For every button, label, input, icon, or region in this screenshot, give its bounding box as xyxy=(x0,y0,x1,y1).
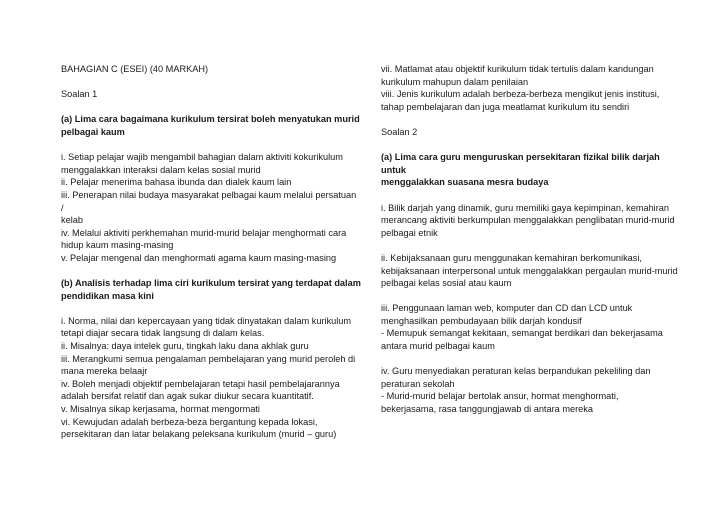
answer-point: iv. Boleh menjadi objektif pembelajaran tetapi hasil pembelajarannya adalah bersifat relatif dan agak sukar diukur secara kuantitatif. xyxy=(61,378,340,402)
answer-point: iii. Penerapan nilai budaya masyarakat pelbagai kaum melalui persatuan / kelab xyxy=(61,189,357,226)
answer-point: ii. Kebijaksanaan guru menggunakan kemahiran berkomunikasi, kebijaksanaan interpersonal untuk menggalakkan pergaulan murid-murid pelbagai kelas sosial atau kaum xyxy=(381,252,678,289)
section-title: BAHAGIAN C (ESEI) (40 MARKAH) xyxy=(61,64,209,74)
answer-point: iv. Guru menyediakan peraturan kelas berpandukan pekeliling dan peraturan sekolah - Murid-murid belajar bertolak ansur, hormat menghormati, bekerjasama, rasa tanggungjawab di antara mereka xyxy=(381,366,651,415)
answer-point: ii. Misalnya: daya intelek guru, tingkah laku dana akhlak guru xyxy=(61,341,309,352)
question-1-heading: Soalan 1 xyxy=(61,89,98,100)
question-1b-answers xyxy=(61,315,361,441)
question-1b-heading: (b) Analisis terhadap lima ciri kurikulum tersirat yang terdapat dalam pendidikan masa kini xyxy=(61,278,361,301)
answer-point: i. Norma, nilai dan kepercayaan yang tidak dinyatakan dalam kurikulum tetapi diajar secara tidak langsung di dalam kelas. xyxy=(61,315,352,339)
answer-point: v. Pelajar mengenal dan menghormati agama kaum masing-masing xyxy=(61,252,337,263)
question-2a-answers xyxy=(381,202,681,416)
answer-point: viii. Jenis kurikulum adalah berbeza-berbeza mengikut jenis institusi, tahap pembelajaran dan juga meatlamat kurikulum itu sendiri xyxy=(381,89,660,112)
answer-point: i. Setiap pelajar wajib mengambil bahagian dalam aktiviti kokurikulum menggalakkan interaksi dalam kelas sosial murid xyxy=(61,152,343,175)
question-1b-continued xyxy=(381,63,681,113)
question-1a-heading: (a) Lima cara bagaimana kurikulum tersirat boleh menyatukan murid pelbagai kaum xyxy=(61,114,360,137)
answer-point: vii. Matlamat atau objektif kurikulum tidak tertulis dalam kandungan kurikulum mahupun dalam penilaian xyxy=(381,64,654,87)
left-column xyxy=(61,63,361,441)
answer-point: ii. Pelajar menerima bahasa ibunda dan dialek kaum lain xyxy=(61,177,292,188)
answer-point: iii. Merangkumi semua pengalaman pembelajaran yang murid peroleh di mana mereka belaajr xyxy=(61,353,356,377)
answer-point: vi. Kewujudan adalah berbeza-beza bergantung kepada lokasi, persekitaran dan latar belakang peleksana kurikulum (murid – guru) xyxy=(61,416,337,440)
question-1a-answers xyxy=(61,151,361,264)
answer-point: iii. Penggunaan laman web, komputer dan CD dan LCD untuk menghasilkan pembudayaan bilik darjah kondusif - Memupuk semangat kekitaan, semangat berdikari dan bekerjasama antara murid pelbagai kaum xyxy=(381,303,663,352)
answer-point: v. Misalnya sikap kerjasama, hormat mengormati xyxy=(61,404,260,415)
answer-point: i. Bilik darjah yang dinamik, guru memiliki gaya kepimpinan, kemahiran merancang aktiviti berkumpulan menggalakkan penglibatan murid-murid pelbagai etnik xyxy=(381,202,675,238)
question-2-heading: Soalan 2 xyxy=(381,126,418,137)
right-column xyxy=(381,63,681,416)
answer-point: iv. Melalui aktiviti perkhemahan murid-murid belajar menghormati cara hidup kaum masing-masing xyxy=(61,227,347,251)
question-2a-heading: (a) Lima cara guru menguruskan persekitaran fizikal bilik darjah untuk menggalakkan suasana mesra budaya xyxy=(381,152,660,188)
